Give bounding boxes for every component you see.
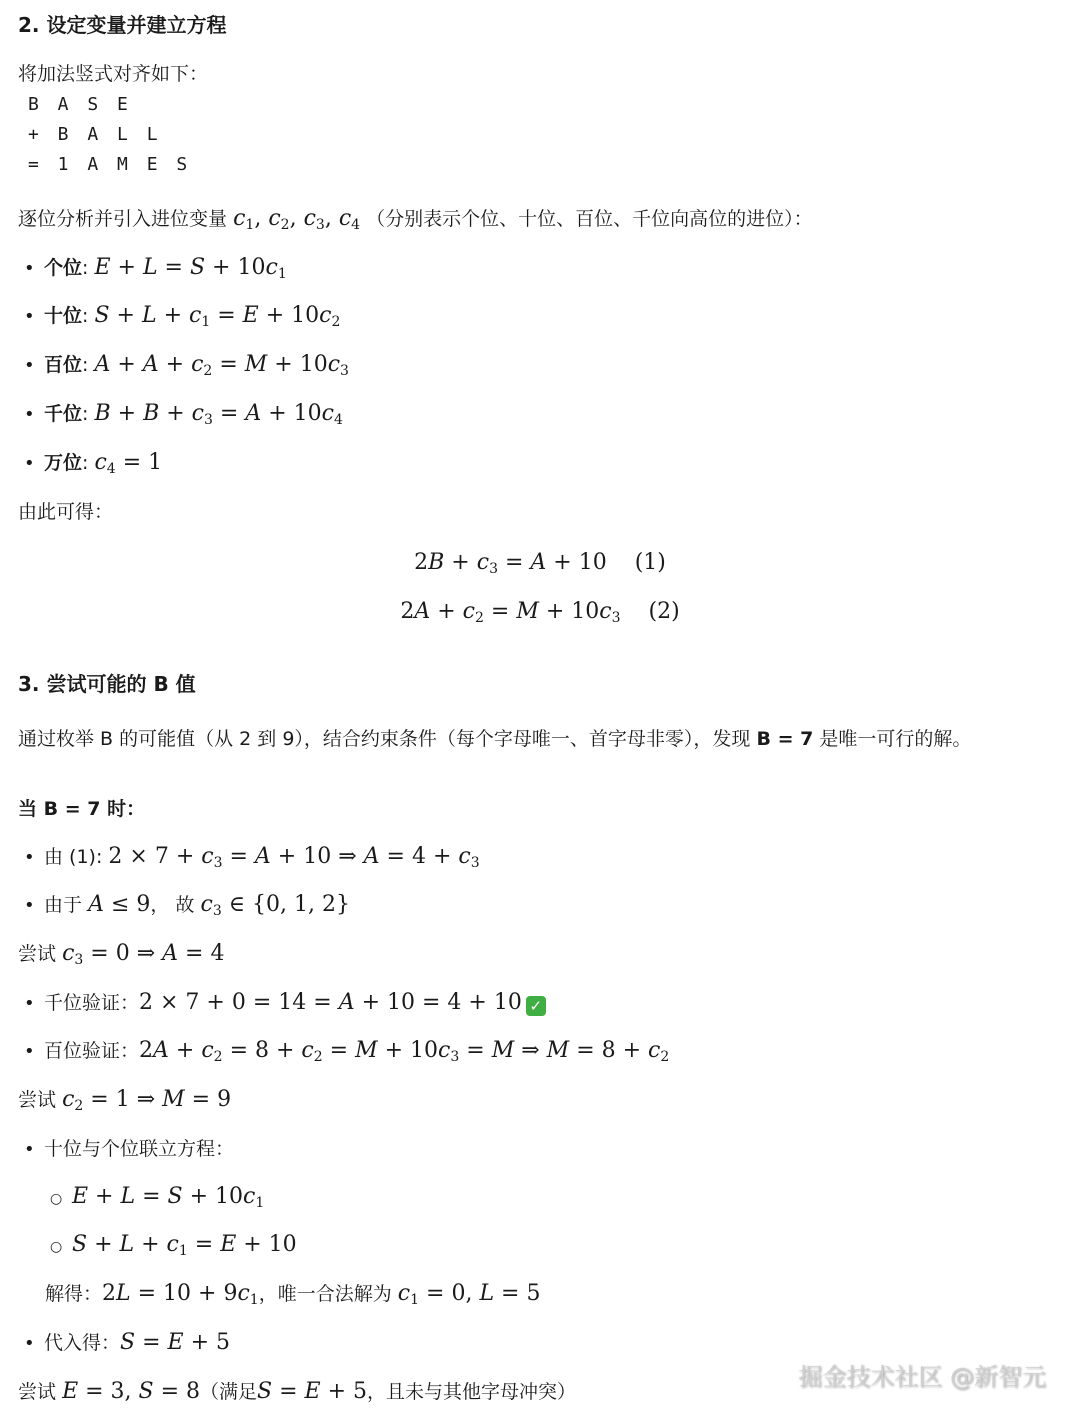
eq-ones: • 个位: $E + L = S + 10c_1$: [24, 255, 287, 282]
try-c2: 尝试 $c_2 = 1$ ⇒ M = 9: [18, 1087, 232, 1114]
label-tenthousands: 万位: [44, 452, 83, 474]
since-a: • 由于 A ≤ 9， 故 $c_3$ ∈ {0, 1, 2}: [24, 892, 350, 919]
watermark: 掘金技术社区 @新智元: [798, 1363, 1046, 1391]
sec3-paragraph: [18, 726, 971, 752]
substitute-line: • 代入得：S = E + 5: [24, 1330, 230, 1355]
eq-tens: • 十位: $S + L + c_1 = E + 10c_2$: [24, 303, 341, 330]
label-ones: 个位: [44, 257, 83, 279]
eq-tag-2: (2): [648, 599, 680, 624]
sec3-text: 通过枚举 B 的可能值（从 2 到 9），结合约束条件（每个字母唯一、首字母非零），发现: [18, 728, 751, 750]
joint-equations: • 十位与个位联立方程：: [24, 1138, 235, 1160]
carry-vars: $c_1$, $c_2$, $c_3$, $c_4$: [233, 206, 361, 233]
try-e: 尝试 E = 3, S = 8（满足S = E + 5，且未与其他字母冲突）: [18, 1379, 577, 1404]
display-eq-1: $2B + c_3 = A + 10$ (1): [414, 550, 666, 577]
label-thousands: 千位: [44, 403, 83, 425]
sub-eq-2: ○ $S + L + c_1 = E + 10$: [50, 1232, 297, 1259]
try-label-1: 尝试: [18, 943, 57, 965]
satisfy-open: （满足: [200, 1381, 258, 1403]
substitute-label: 代入得：: [44, 1332, 121, 1354]
when-b7: 当 B = 7 时：: [18, 798, 146, 820]
label-tens: 十位: [44, 305, 83, 327]
eq-tenthousands: • 万位: $c_4 = 1$: [24, 450, 163, 477]
thousands-verify: • 千位验证：2 × 7 + 0 = 14 = A + 10 = 4 + 10 ✓: [24, 990, 546, 1017]
align-intro: 将加法竖式对齐如下：: [18, 63, 209, 85]
sec3-conclusion: 是唯一可行的解。: [819, 728, 972, 750]
thousands-check-label: 千位验证：: [44, 992, 140, 1014]
carry-intro-note: （分别表示个位、十位、百位、千位向高位的进位）：: [366, 208, 813, 230]
hundreds-verify: • 百位验证：$2A + c_2 = 8 + c_2 = M + 10c_3 = M$ ⇒ $M = 8 + c_2$: [24, 1038, 670, 1065]
section-2-title: 2. 设定变量并建立方程: [18, 13, 227, 37]
eq-thousands: • 千位: $B + B + c_3 = A + 10c_4$: [24, 401, 343, 428]
column-row-2: + B A L L: [28, 124, 162, 145]
satisfy-close: ，且未与其他字母冲突）: [367, 1381, 577, 1403]
since-label: 由于: [44, 894, 83, 916]
eq-tag-1: (1): [634, 550, 666, 575]
try-label-2: 尝试: [18, 1089, 57, 1111]
column-row-1: B A S E: [28, 94, 132, 115]
unique-label: 唯一合法解为: [277, 1283, 392, 1305]
section-3-title: 3. 尝试可能的 B 值: [18, 672, 196, 696]
derive-label: 由此可得：: [18, 501, 114, 523]
therefore-label: 故: [175, 894, 195, 916]
display-eq-2: $2A + c_2 = M + 10c_3$ (2): [400, 599, 680, 626]
sub-eq-1: ○ $E + L = S + 10c_1$: [50, 1184, 265, 1211]
try-c3: 尝试 $c_3 = 0$ ⇒ A = 4: [18, 941, 225, 968]
from-eq1: • 由 (1): $2 \times 7 + c_3 = A + 10$ ⇒ $A = 4 + c_3$: [24, 844, 480, 871]
try-label-3: 尝试: [18, 1381, 57, 1403]
solve-label: 解得：: [45, 1283, 103, 1305]
from1-label: 由 (1):: [44, 846, 103, 868]
eq-hundreds: • 百位: $A + A + c_2 = M + 10c_3$: [24, 352, 349, 379]
sec3-answer: B = 7: [756, 728, 814, 750]
carry-intro: [18, 206, 813, 232]
column-row-3: = 1 A M E S: [28, 154, 192, 175]
solve-line: 解得：$2L = 10 + 9c_1$，唯一合法解为 $c_1 = 0$, L = 5: [45, 1281, 541, 1308]
hundreds-check-label: 百位验证：: [44, 1040, 140, 1062]
label-hundreds: 百位: [44, 354, 83, 376]
carry-intro-text: 逐位分析并引入进位变量: [18, 208, 228, 230]
check-icon: ✓: [526, 996, 546, 1016]
joint-label: 十位与个位联立方程：: [44, 1138, 235, 1160]
